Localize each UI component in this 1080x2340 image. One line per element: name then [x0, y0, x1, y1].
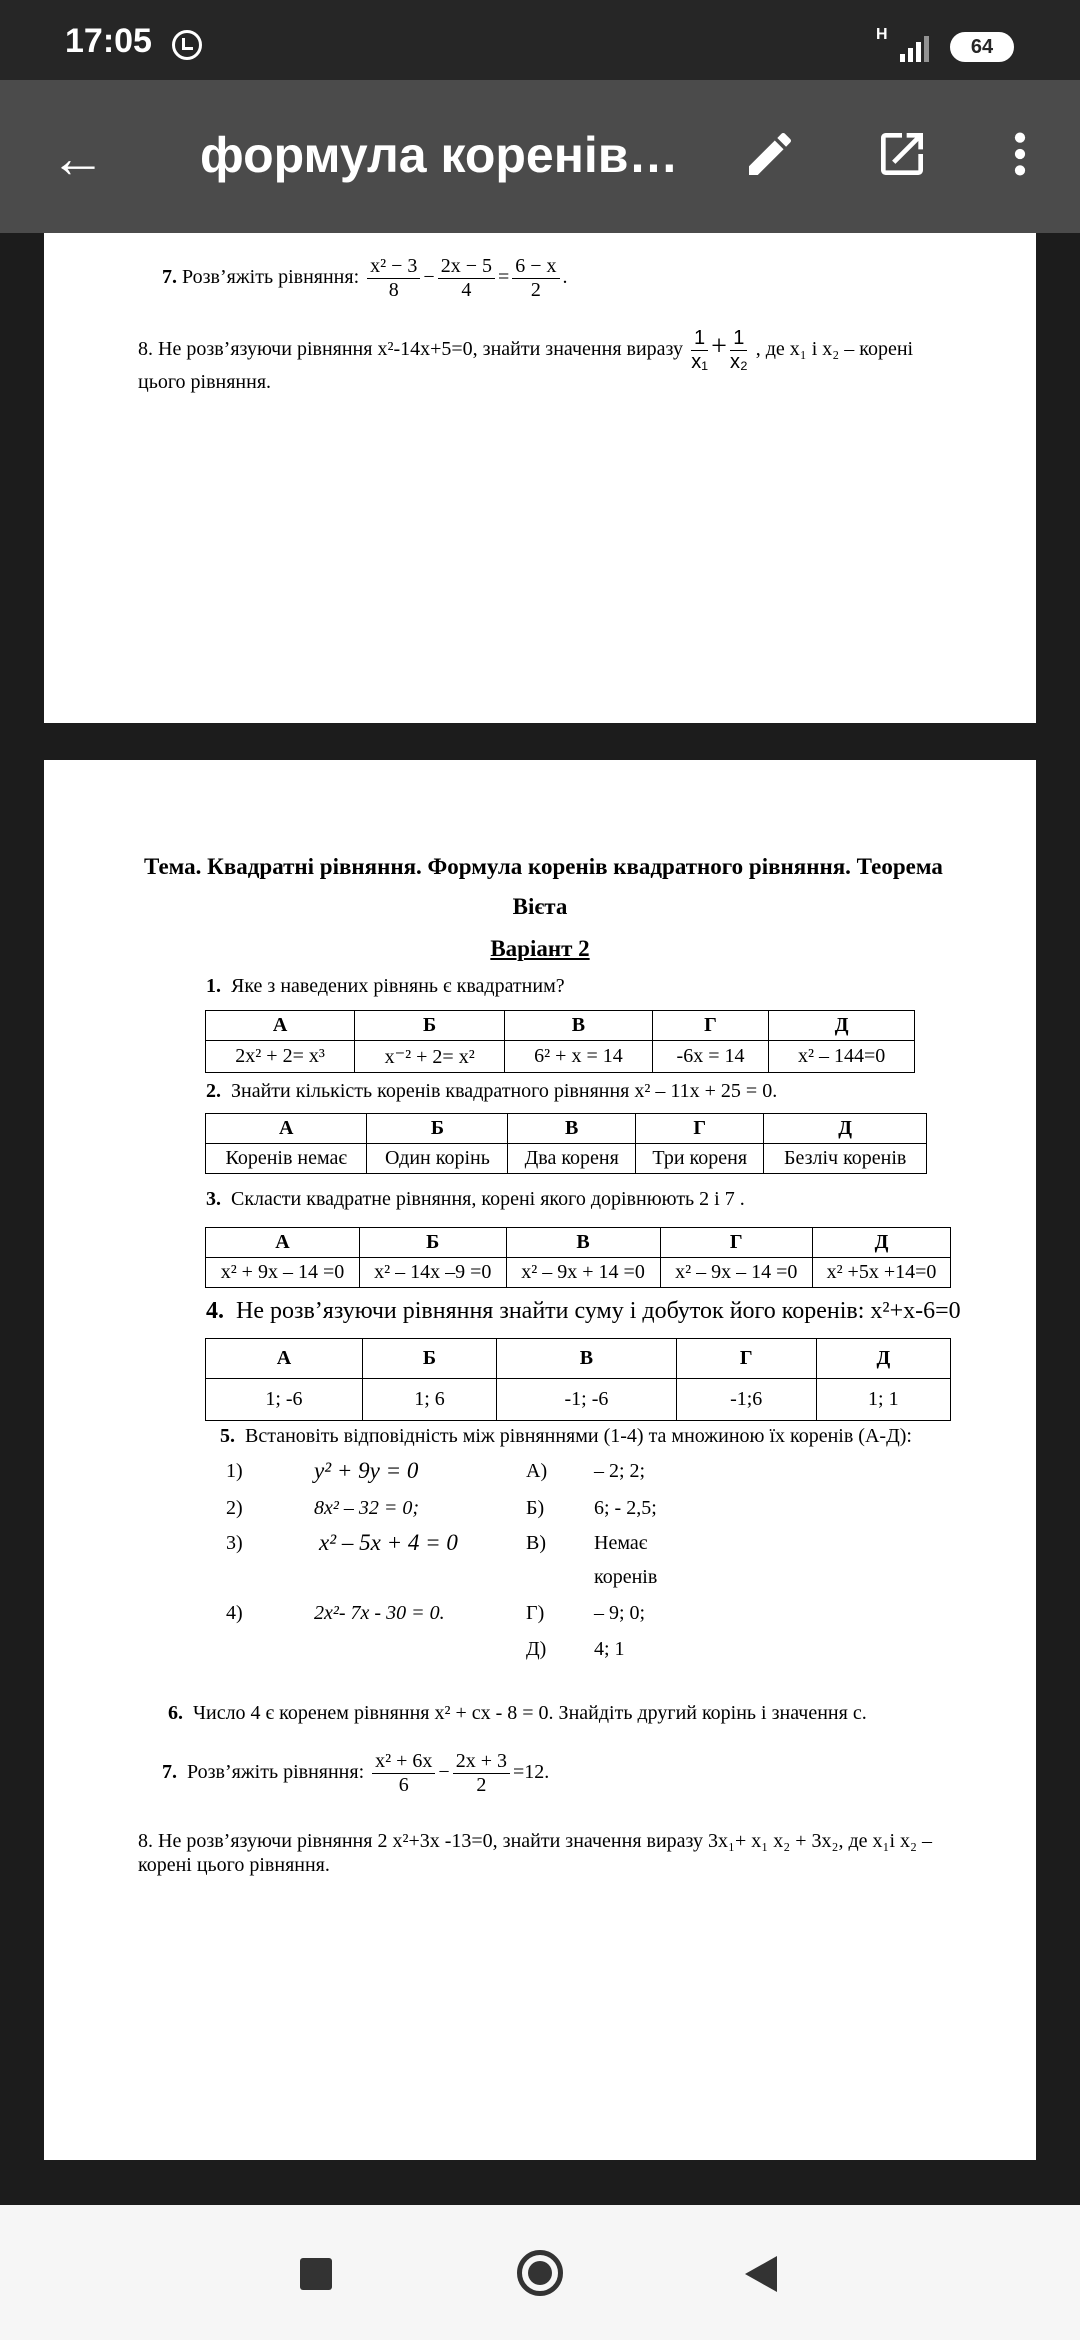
answers-table-1	[205, 1010, 915, 1073]
q-text: Встановіть відповідність між рівняннями (1-4) та множиною їх коренів (А-Д):	[245, 1425, 912, 1447]
home-button[interactable]	[517, 2250, 563, 2296]
answer-cell: -1;6	[676, 1379, 816, 1421]
header: В	[497, 1339, 677, 1379]
document-page-1	[44, 233, 1036, 723]
equation-number: 2)	[226, 1497, 243, 1519]
q-number: 3.	[206, 1188, 221, 1210]
header: А	[206, 1339, 363, 1379]
status-bar	[0, 0, 1080, 80]
q-text: Число 4 є коренем рівняння x² + cx - 8 = 0. Знайдіть другий корінь і значення с.	[193, 1702, 867, 1724]
root-label: Б)	[526, 1497, 545, 1519]
header: В	[505, 1011, 653, 1041]
answer-cell: 1; 6	[362, 1379, 496, 1421]
back-arrow-icon[interactable]: ←	[50, 126, 106, 189]
q-number: 4.	[206, 1298, 224, 1324]
operator: =	[497, 266, 510, 289]
q8-text: 8. Не розв’язуючи рівняння x²-14x+5=0, знайти значення виразу	[138, 338, 684, 361]
header: Д	[816, 1339, 950, 1379]
root-set: – 2; 2;	[594, 1460, 646, 1482]
q-text: Скласти квадратне рівняння, корені якого дорівнюють 2 і 7 .	[231, 1188, 745, 1210]
denominator: 2	[530, 279, 541, 301]
root-label: Д)	[526, 1638, 547, 1660]
equation: 8x² – 32 = 0;	[314, 1497, 420, 1519]
rhs: =12.	[512, 1761, 550, 1784]
answer-cell: 6² + x = 14	[505, 1041, 653, 1073]
numerator: 2x + 3	[453, 1750, 510, 1774]
period: .	[562, 266, 568, 289]
numerator: 1	[730, 327, 747, 351]
root-set: 4; 1	[594, 1638, 625, 1660]
fraction	[438, 255, 495, 302]
answers-table-2	[205, 1113, 927, 1174]
denominator: 6	[398, 1774, 409, 1796]
answers-table-3	[205, 1227, 951, 1288]
question-3	[206, 1188, 745, 1211]
equation: 2x²- 7x - 30 = 0.	[314, 1602, 445, 1624]
document-page-2	[44, 760, 1036, 2160]
header: Д	[764, 1114, 927, 1144]
answer-cell: -6x = 14	[652, 1041, 768, 1073]
fraction	[367, 255, 420, 302]
question-2	[206, 1080, 777, 1103]
answer-cell: 1; 1	[816, 1379, 950, 1421]
answer-cell: x² + 9x – 14 =0	[206, 1258, 360, 1288]
answers-table-4	[205, 1338, 951, 1421]
header: Б	[355, 1011, 505, 1041]
denominator: x₂	[729, 351, 748, 373]
answer-cell: x⁻² + 2= x²	[355, 1041, 505, 1073]
back-button[interactable]	[745, 2256, 777, 2292]
answer-cell: x² – 9x + 14 =0	[506, 1258, 660, 1288]
question-8: 8. Не розв’язуючи рівняння 2 x²+3x -13=0, знайти значення виразу 3x₁+ x₁ x₂ + 3x₂, де x₁і x₂ –	[138, 1830, 933, 1852]
clock: 17:05	[65, 22, 152, 60]
q-text: Не розв’язуючи рівняння знайти суму і добуток його коренів: x²+x-6=0	[236, 1298, 961, 1324]
q-number: 2.	[206, 1080, 221, 1102]
network-type: H	[876, 26, 888, 43]
header: Г	[660, 1228, 812, 1258]
header: Б	[359, 1228, 506, 1258]
numerator: 2x − 5	[438, 255, 495, 279]
header: В	[506, 1228, 660, 1258]
header: Б	[362, 1339, 496, 1379]
header: А	[206, 1228, 360, 1258]
answer-cell: -1; -6	[497, 1379, 677, 1421]
edit-pencil-icon[interactable]	[742, 126, 798, 182]
root-set: Немає	[594, 1532, 648, 1554]
answer-cell: 1; -6	[206, 1379, 363, 1421]
equation-number: 3)	[226, 1532, 243, 1554]
answer-cell: Коренів немає	[206, 1144, 367, 1174]
root-set: 6; - 2,5;	[594, 1497, 657, 1519]
fraction	[512, 255, 559, 302]
battery-icon: 64	[950, 32, 1014, 62]
header: А	[206, 1114, 367, 1144]
answer-cell: x² – 14x –9 =0	[359, 1258, 506, 1288]
root-label: Г)	[526, 1602, 545, 1624]
q-text: Розв’яжіть рівняння:	[187, 1761, 365, 1784]
numerator: 6 − x	[512, 255, 559, 279]
q7-number: 7.	[162, 266, 177, 289]
answer-cell: x² +5x +14=0	[812, 1258, 950, 1288]
root-label: В)	[526, 1532, 546, 1554]
answer-cell: Два кореня	[508, 1144, 636, 1174]
operator: +	[711, 331, 727, 363]
equation: x² – 5x + 4 = 0	[319, 1530, 458, 1555]
question-8	[138, 327, 913, 374]
question-6	[168, 1702, 867, 1725]
header: А	[206, 1011, 355, 1041]
question-1	[206, 975, 565, 998]
header: Г	[676, 1339, 816, 1379]
equation-number: 1)	[226, 1460, 243, 1482]
fraction	[691, 327, 708, 374]
question-7	[162, 1750, 549, 1797]
numerator: x² − 3	[367, 255, 420, 279]
numerator: x² + 6x	[372, 1750, 435, 1774]
fraction	[372, 1750, 435, 1797]
numerator: 1	[691, 327, 708, 351]
q-number: 5.	[220, 1425, 235, 1447]
question-5	[220, 1425, 912, 1448]
denominator: 2	[476, 1774, 487, 1796]
header: В	[508, 1114, 636, 1144]
answer-cell: Безліч коренів	[764, 1144, 927, 1174]
app-bar	[0, 80, 1080, 233]
answer-cell: x² – 144=0	[769, 1041, 915, 1073]
equation: y² + 9y = 0	[314, 1458, 419, 1483]
header: Г	[636, 1114, 764, 1144]
recents-button[interactable]	[300, 2258, 332, 2290]
fraction	[730, 327, 748, 374]
answer-cell: 2x² + 2= x³	[206, 1041, 355, 1073]
denominator: x₁	[691, 351, 708, 373]
open-external-icon[interactable]	[874, 126, 930, 182]
question-4	[206, 1298, 961, 1325]
header: Б	[367, 1114, 508, 1144]
more-options-icon[interactable]	[1000, 126, 1040, 182]
q-number: 1.	[206, 975, 221, 997]
root-set: коренів	[594, 1566, 658, 1588]
equation-number: 4)	[226, 1602, 243, 1624]
operator: −	[423, 266, 435, 289]
question-7	[162, 255, 568, 302]
q-number: 7.	[162, 1761, 177, 1784]
topic-title-line2: Вієта	[512, 894, 568, 919]
alarm-icon	[172, 30, 202, 60]
operator: −	[438, 1761, 450, 1784]
variant-heading: Варіант 2	[490, 936, 590, 961]
answer-cell: x² – 9x – 14 =0	[660, 1258, 812, 1288]
denominator: 8	[388, 279, 399, 301]
root-set: – 9; 0;	[594, 1602, 646, 1624]
fraction	[453, 1750, 510, 1797]
header: Д	[812, 1228, 950, 1258]
q8-tail: , де x₁ і x₂ – корені	[755, 338, 914, 361]
signal-icon	[900, 32, 929, 62]
denominator: 4	[461, 279, 472, 301]
q7-text: Розв’яжіть рівняння:	[182, 266, 360, 289]
answer-cell: Три кореня	[636, 1144, 764, 1174]
header: Г	[652, 1011, 768, 1041]
q-text: Яке з наведених рівнянь є квадратним?	[231, 975, 565, 997]
document-title: формула коренів…	[200, 127, 679, 183]
q-number: 6.	[168, 1702, 183, 1724]
q8-line2: цього рівняння.	[138, 371, 272, 393]
root-label: А)	[526, 1460, 548, 1482]
answer-cell: Один корінь	[367, 1144, 508, 1174]
question-8-line2: корені цього рівняння.	[138, 1854, 330, 1876]
header: Д	[769, 1011, 915, 1041]
topic-title: Тема. Квадратні рівняння. Формула коренів квадратного рівняння. Теорема	[144, 854, 943, 879]
q-text: Знайти кількість коренів квадратного рівняння x² – 11x + 25 = 0.	[231, 1080, 778, 1102]
